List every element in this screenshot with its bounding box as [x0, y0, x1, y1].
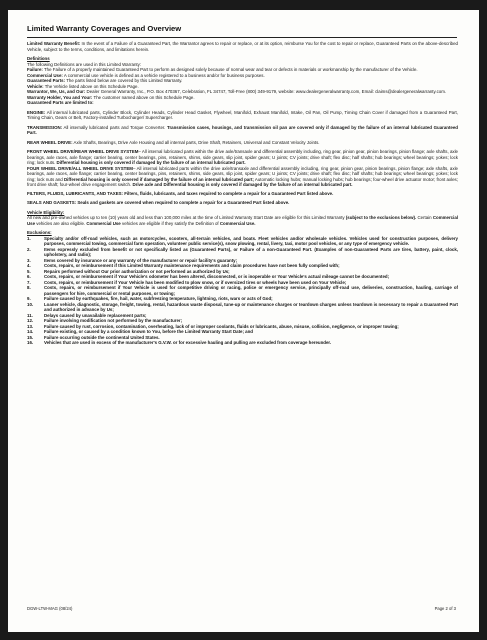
definitions-heading: Definitions — [27, 56, 50, 61]
definition-guaranteed-parts: Guaranteed Parts: The parts listed below are covered by this Limited Warranty. — [27, 78, 183, 83]
four-wheel-drive-paragraph: FOUR WHEEL DRIVE/ALL WHEEL DRIVE SYSTEM– All internal lubricated parts within the drive axle/transaxle and differential assembly including, ring gear, pinion gear, pinion bearings, pinion flange; axle shafts, axle bearings, axle races, axle flange; carrier bearing, center bearings, pins, retainers, shims, side gears, slip joint, spider gears; U joints; CV joints; drive shaft; flex disc; half shafts; hub bearings; wheel bearings; yokes; lock ring; lock nuts and Differential housing is only covered if damaged by the failure of an internal lubricated part; Automatic locking hubs; manual locking hubs; hub bearings; four-wheel drive actuator motor; front axles; front drive shaft; four-wheel drive engagement switch. Drive axle and Differential housing is only covered if damaged by the failure of an internal lubricated part. — [27, 165, 458, 187]
exclusion-item: 12. Failure involving modification not performed by the manufacturer; — [27, 318, 183, 323]
definition-vehicle: Vehicle: The Vehicle listed above on this Schedule Page. — [27, 83, 139, 89]
transmission-paragraph: TRANSMISSION: All internally lubricated parts and Torque Converter. Transmission cases, housings, and transmission oil pan are covered only if damaged by the failure of an internal lubricated Guaranteed Part. — [27, 124, 458, 135]
definition-warrantor: Warrantor, We, Us, and Our: Dealer General Warranty, Inc., P.O. Box 470367, Celebration, FL 34747, Toll-Free (800) 349-9179, website: www.dealergeneralwarranty.com, Email: claims@dealergeneralwarranty.com. — [27, 89, 447, 94]
exclusion-item: 6. Costs, repairs, or reimbursement if Your Vehicle's odometer has been altered, disconnected, or is inoperable or Your Vehicle's actual mileage cannot be documented; — [27, 274, 390, 279]
filters-paragraph: FILTERS, FLUIDS, LUBRICANTS, AND TAXES: Filters, fluids, lubricants, and taxes required to complete a repair for a Guaranteed Part listed above. — [27, 190, 334, 196]
front-wheel-drive-paragraph: FRONT WHEEL DRIVE/REAR WHEEL DRIVE SYSTEM– All internal lubricated parts within the drive axle/transaxle and differential assembly including, ring gear, pinion gear, pinion bearings, pinion flange; axle shafts, axle bearings, axle races, axle flange; carrier bearing, center bearings, pins, retainers, shims, side gears, slip joint, spider gears; U joints; CV joints; drive shaft; flex disc; half shafts; hub bearings; wheel bearings; yokes; lock ring; lock nuts. Differential housing is only covered if damaged by the failure of an internal lubricated part. — [27, 149, 458, 165]
title-divider — [27, 37, 457, 38]
exclusion-item: 7. Costs, repairs, or reimbursement if Your Vehicle has been modified to plow snow, or if oversized tires or wheels have been used on Your Vehicle; — [27, 279, 347, 285]
guaranteed-parts-intro: Guaranteed Parts are limited to: — [27, 100, 94, 105]
exclusion-item: 1. Specialty and/or off-road vehicles, such as motorcycles, scooters, all-terrain vehicles, and boats. Fleet vehicles and/or wholesale vehicles. Vehicles used for construction purposes, delivery purposes, commercial towing, commercial farm operation, volunteer public service(s), snow plowing, rental, livery, taxi, motor pool vehicles, or any type of emergency vehicle. — [27, 235, 458, 246]
definition-commercial-use: Commercial Use: A commercial use vehicle is defined as a vehicle registered to a business and/or for business purposes. — [27, 72, 265, 78]
document-body — [27, 41, 458, 346]
exclusions-heading: Exclusions: — [27, 230, 52, 235]
form-code: DGW-LTW-MAG (08/24) — [27, 606, 73, 611]
rear-wheel-drive-paragraph: REAR WHEEL DRIVE: Axle Shafts, Bearings, Drive Axle Housing and all internal parts, Drive Shaft, Retainers, Universal and Constant Velocity Joints. — [27, 139, 320, 145]
page-title: Limited Warranty Coverages and Overview — [27, 24, 182, 33]
benefit-label: Limited Warranty Benefit: — [27, 41, 81, 46]
eligibility-heading: Vehicle Eligibility: — [27, 209, 65, 215]
benefit-paragraph — [27, 41, 458, 52]
benefit-text: In the event of a Failure of a Guaranteed Part, the Warrantor agrees to repair or replace, or at its option, reimburse You for the cost to repair or replace, Guaranteed Parts on the above-described Vehicle, subject to the terms, conditions, and limitations herein. — [27, 41, 458, 52]
exclusion-item: 2. Items expressly excluded from benefit or not specifically listed as (Guaranteed Parts), or Failure of a non-Guaranteed Part. (Examples of non-Guaranteed Parts are tires, battery, paint, clock, upholstery, and radio); — [27, 246, 458, 257]
exclusion-item: 9. Failure caused by earthquakes, fire, hail, water, subfreezing temperature, lightning, riots, wars or acts of God; — [27, 296, 273, 301]
seals-paragraph: SEALS AND GASKETS: Seals and gaskets are covered when required to complete a repair for a Guaranteed Part listed above. — [27, 200, 290, 205]
exclusion-item: 15. Failure occurring outside the continental United States. — [27, 334, 160, 340]
exclusion-item: 16. Vehicles that are used in excess of the manufacturer's G.V.W. or for excessive hauling and pulling are excluded from coverage hereunder. — [27, 340, 332, 345]
exclusion-item: 10. Loaner vehicle, diagnostic, storage, freight, towing, rental, hazardous waste disposal, tune-up or maintenance charges or teardown charges unless teardown is necessary to repair a Guaranteed Part and authorized in advance by Us; — [27, 301, 458, 312]
definitions-intro: The following Definitions are used in this Limited Warranty: — [27, 61, 142, 67]
definition-failure: Failure: The Failure of a properly maintained Guaranteed Part to perform as designed solely because of normal wear and tear or defects in materials or workmanship by the manufacturer of the Vehicle. — [27, 67, 418, 72]
engine-paragraph: ENGINE: All internal lubricated parts, Cylinder Block, Cylinder Heads, Cylinder Head Gasket, Flywheel, Manifold, Exhaust Manifold, Intake, Oil Pan, Oil Pump, Timing Chain Cover if damaged from a Guaranteed Part, Timing Chain, Gears or Belt, Factory-installed Turbocharger/ Supercharger. — [27, 109, 458, 120]
exclusions-list — [27, 236, 458, 346]
definition-warranty-holder: Warranty Holder, You and Your: The customer named above on this Schedule Page. — [27, 94, 195, 100]
eligibility-paragraph: All new and pre-owned vehicles up to ten (10) years old and less than 100,000 miles at the time of Limited Warranty Start Date are eligible for this Limited Warranty (subject to the exclusions below). Certain Commercial Use vehicles are also eligible. Commercial Use vehicles are eligible if they satisfy the Definition of Commercial Use. — [27, 215, 458, 226]
page-number: Page 2 of 3 — [434, 606, 456, 611]
exclusion-item: 14. Failure existing, or caused by a condition known to You, before the Limited Warranty Start Date; and — [27, 329, 253, 334]
exclusion-item: 4. Costs, repairs, or reimbursement if this Limited Warranty maintenance requirements and claim procedures have not been fully complied with; — [27, 263, 340, 268]
exclusion-item: 8. Costs, repairs, or reimbursement if Your Vehicle is used for competitive driving or racing, police or emergency service, principally off-road use, deliveries, construction, hauling, carriage of passengers for hire, commercial or rental purposes, or towing; — [27, 285, 458, 296]
exclusion-item: 5. Repairs performed without Our prior authorization or not performed as authorized by Us; — [27, 268, 230, 274]
exclusion-item: 3. Items covered by insurance or any warranty of the manufacturer or repair facility's guaranty; — [27, 257, 238, 263]
exclusion-item: 11. Delays caused by unavailable replacement parts; — [27, 312, 147, 318]
exclusion-item: 13. Failure caused by rust, corrosion, contamination, overheating, lack of or improper coolants, fluids or lubricants, abuse, misuse, collision, negligence, or improper towing; — [27, 323, 399, 329]
document-page — [8, 10, 479, 632]
